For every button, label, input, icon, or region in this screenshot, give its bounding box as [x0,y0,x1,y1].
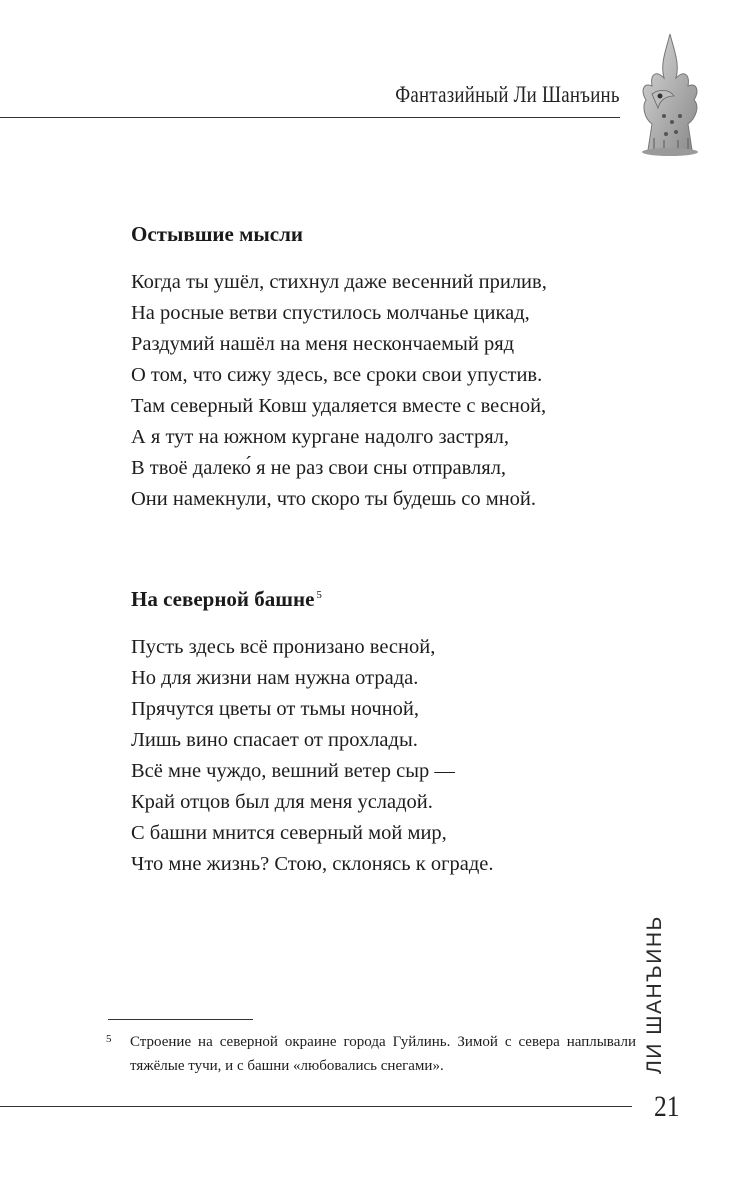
poem-title-text: На северной башне [131,587,315,611]
poem-line: Когда ты ушёл, стихнул даже весенний прилив, [131,271,547,293]
poem-line: В твоё далеко́ я не раз свои сны отправлял, [131,457,507,479]
footnote [106,1030,636,1078]
footnote-rule [108,1019,253,1020]
poem-line: А я тут на южном кургане надолго застрял, [131,426,509,448]
page-number: 21 [654,1090,680,1123]
side-author-label: ЛИ ШАНЪИНЬ [643,915,666,1074]
footnote-mark[interactable]: 5 [316,589,322,601]
poem-1 [131,222,547,515]
header-rule [0,117,620,118]
poem-line: Пусть здесь всё пронизано весной, [131,636,436,658]
poem-line: Край отцов был для меня усладой. [131,791,433,813]
poem-line: Что мне жизнь? Стою, склонясь к ограде. [131,853,494,875]
poem-2 [131,587,494,880]
poem-title: Остывшие мысли [131,222,304,246]
poem-line: Они намекнули, что скоро ты будешь со мной. [131,488,537,510]
poem-line: С башни мнится северный мой мир, [131,822,447,844]
running-header-title: Фантазийный Ли Шанъинь [395,82,620,107]
footnote-text: Строение на северной окраине города Гуйлинь. Зимой с севера наплывали тяжёлые тучи, и с башни «любовались снегами». [130,1034,636,1074]
poem-line: На росные ветви спустилось молчанье цикад, [131,302,530,324]
poem-line: О том, что сижу здесь, все сроки свои упустив. [131,364,543,386]
poem-line: Всё мне чуждо, вешний ветер сыр — [131,760,455,782]
footnote-number: 5 [106,1033,112,1045]
poem-title [131,587,494,612]
poem-line: Там северный Ковш удаляется вместе с весной, [131,395,547,417]
poem-line: Лишь вино спасает от прохлады. [131,729,418,751]
poem-line: Но для жизни нам нужна отрада. [131,667,419,689]
footer-rule [0,1106,632,1107]
poem-line: Прячутся цветы от тьмы ночной, [131,698,419,720]
poem-line: Раздумий нашёл на меня нескончаемый ряд [131,333,515,355]
dragon-statue-icon [630,30,710,158]
